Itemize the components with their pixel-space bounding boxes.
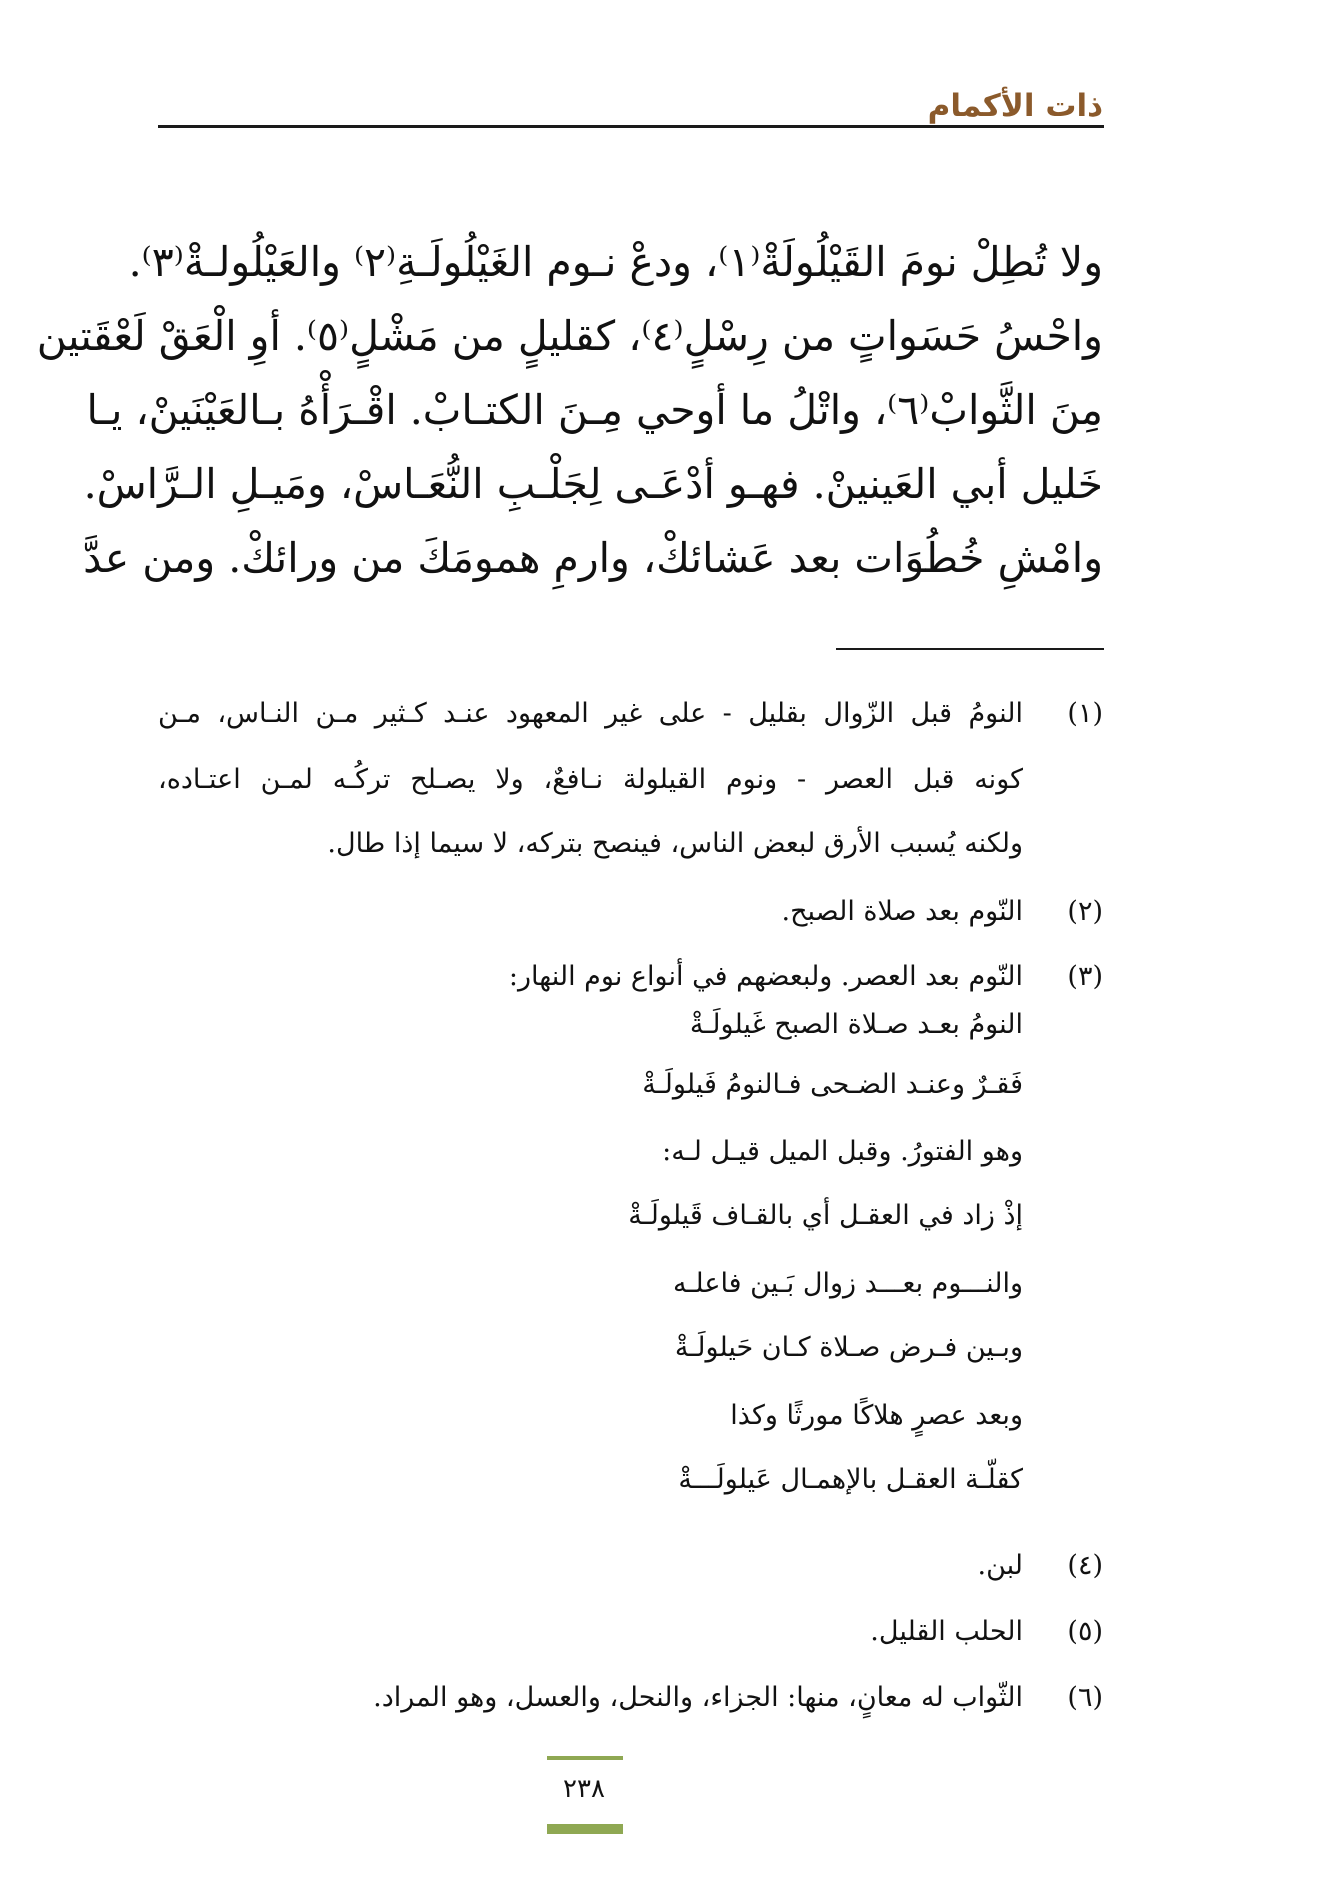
- footnote-separator: [836, 648, 1104, 650]
- running-header-title: ذات الأكمام: [927, 88, 1103, 124]
- poem-verse-6: وبـين فـرض صـلاة كـان حَيلولَـةْ: [674, 1332, 1023, 1363]
- footnote-1-number: (١): [1067, 698, 1103, 729]
- footnote-3-intro: النّوم بعد العصر. ولبعضهم في أنواع نوم النهار:: [508, 961, 1023, 992]
- main-text-line-4: خَليل أبي العَينينْ. فهـو أدْعَـى لِجَلْـبِ النُّعَـاسْ، ومَيـلِ الـرَّاسْ.: [83, 460, 1103, 508]
- page-number: ٢٣٨: [563, 1774, 605, 1804]
- footnote-5-text: الحلب القليل.: [870, 1616, 1023, 1647]
- poem-verse-4: إذْ زاد في العقـل أي بالقـاف قَيلولَـةْ: [628, 1200, 1023, 1231]
- footnote-1-line-2: كونه قبل العصر - ونوم القيلولة نـافعٌ، ولا يصـلح تركُـه لمـن اعتـاده،: [158, 764, 1023, 795]
- poem-verse-1: النومُ بعـد صـلاة الصبح غَيلولَـةْ: [689, 1009, 1023, 1040]
- footnote-6-number: (٦): [1067, 1682, 1103, 1713]
- footnote-6-text: الثّواب له معانٍ، منها: الجزاء، والنحل، والعسل، وهو المراد.: [373, 1682, 1023, 1713]
- page-number-bar-top: [547, 1756, 623, 1760]
- page-number-bar-bottom: [547, 1824, 623, 1834]
- main-text-line-2: واحْسُ حَسَواتٍ من رِسْلٍ⁽٤⁾، كقليلٍ من مَشْلٍ⁽٥⁾. أوِ الْعَقْ لَعْقَتين: [36, 312, 1103, 360]
- footnote-1-line-1: النومُ قبل الزّوال بقليل - على غير المعهود عنـد كـثير مـن النـاس، مـن: [158, 698, 1023, 729]
- footnote-5-number: (٥): [1067, 1616, 1103, 1647]
- main-text-line-3: مِنَ الثَّوابْ⁽٦⁾، واتْلُ ما أوحي مِـنَ الكتـابْ. اقْـرَأْهُ بـالعَيْنَينْ، يـا: [86, 386, 1103, 434]
- footnote-4-text: لبن.: [977, 1550, 1023, 1581]
- poem-verse-3: وهو الفتورُ. وقبل الميل قيـل لـه:: [662, 1136, 1023, 1167]
- footnote-4-number: (٤): [1067, 1550, 1103, 1581]
- footnote-3-number: (٣): [1067, 961, 1103, 992]
- footnote-2-number: (٢): [1067, 896, 1103, 927]
- poem-verse-5: والنـــوم بعـــد زوال بَـين فاعلـه: [673, 1268, 1023, 1299]
- header-divider: [158, 125, 1104, 128]
- footnote-2-text: النّوم بعد صلاة الصبح.: [781, 896, 1023, 927]
- main-text-line-1: ولا تُطِلْ نومَ القَيْلُولَةْ⁽١⁾، ودعْ نـوم الغَيْلُولَـةِ⁽٢⁾ والعَيْلُولـةْ⁽٣⁾.: [128, 238, 1103, 286]
- footnote-1-line-3: ولكنه يُسبب الأرق لبعض الناس، فينصح بتركه، لا سيما إذا طال.: [327, 828, 1023, 859]
- poem-verse-7: وبعد عصرٍ هلاكًا مورثًا وكذا: [730, 1400, 1023, 1431]
- main-text-line-5: وامْشِ خُطُوَات بعد عَشائكْ، وارمِ همومَكَ من ورائكْ. ومن عدَّ: [83, 534, 1103, 582]
- poem-verse-8: كقلّـة العقـل بالإهمـال عَيلولَـــةْ: [678, 1464, 1023, 1495]
- poem-verse-2: فَقـرٌ وعنـد الضـحى فـالنومُ فَيلولَـةْ: [642, 1069, 1023, 1100]
